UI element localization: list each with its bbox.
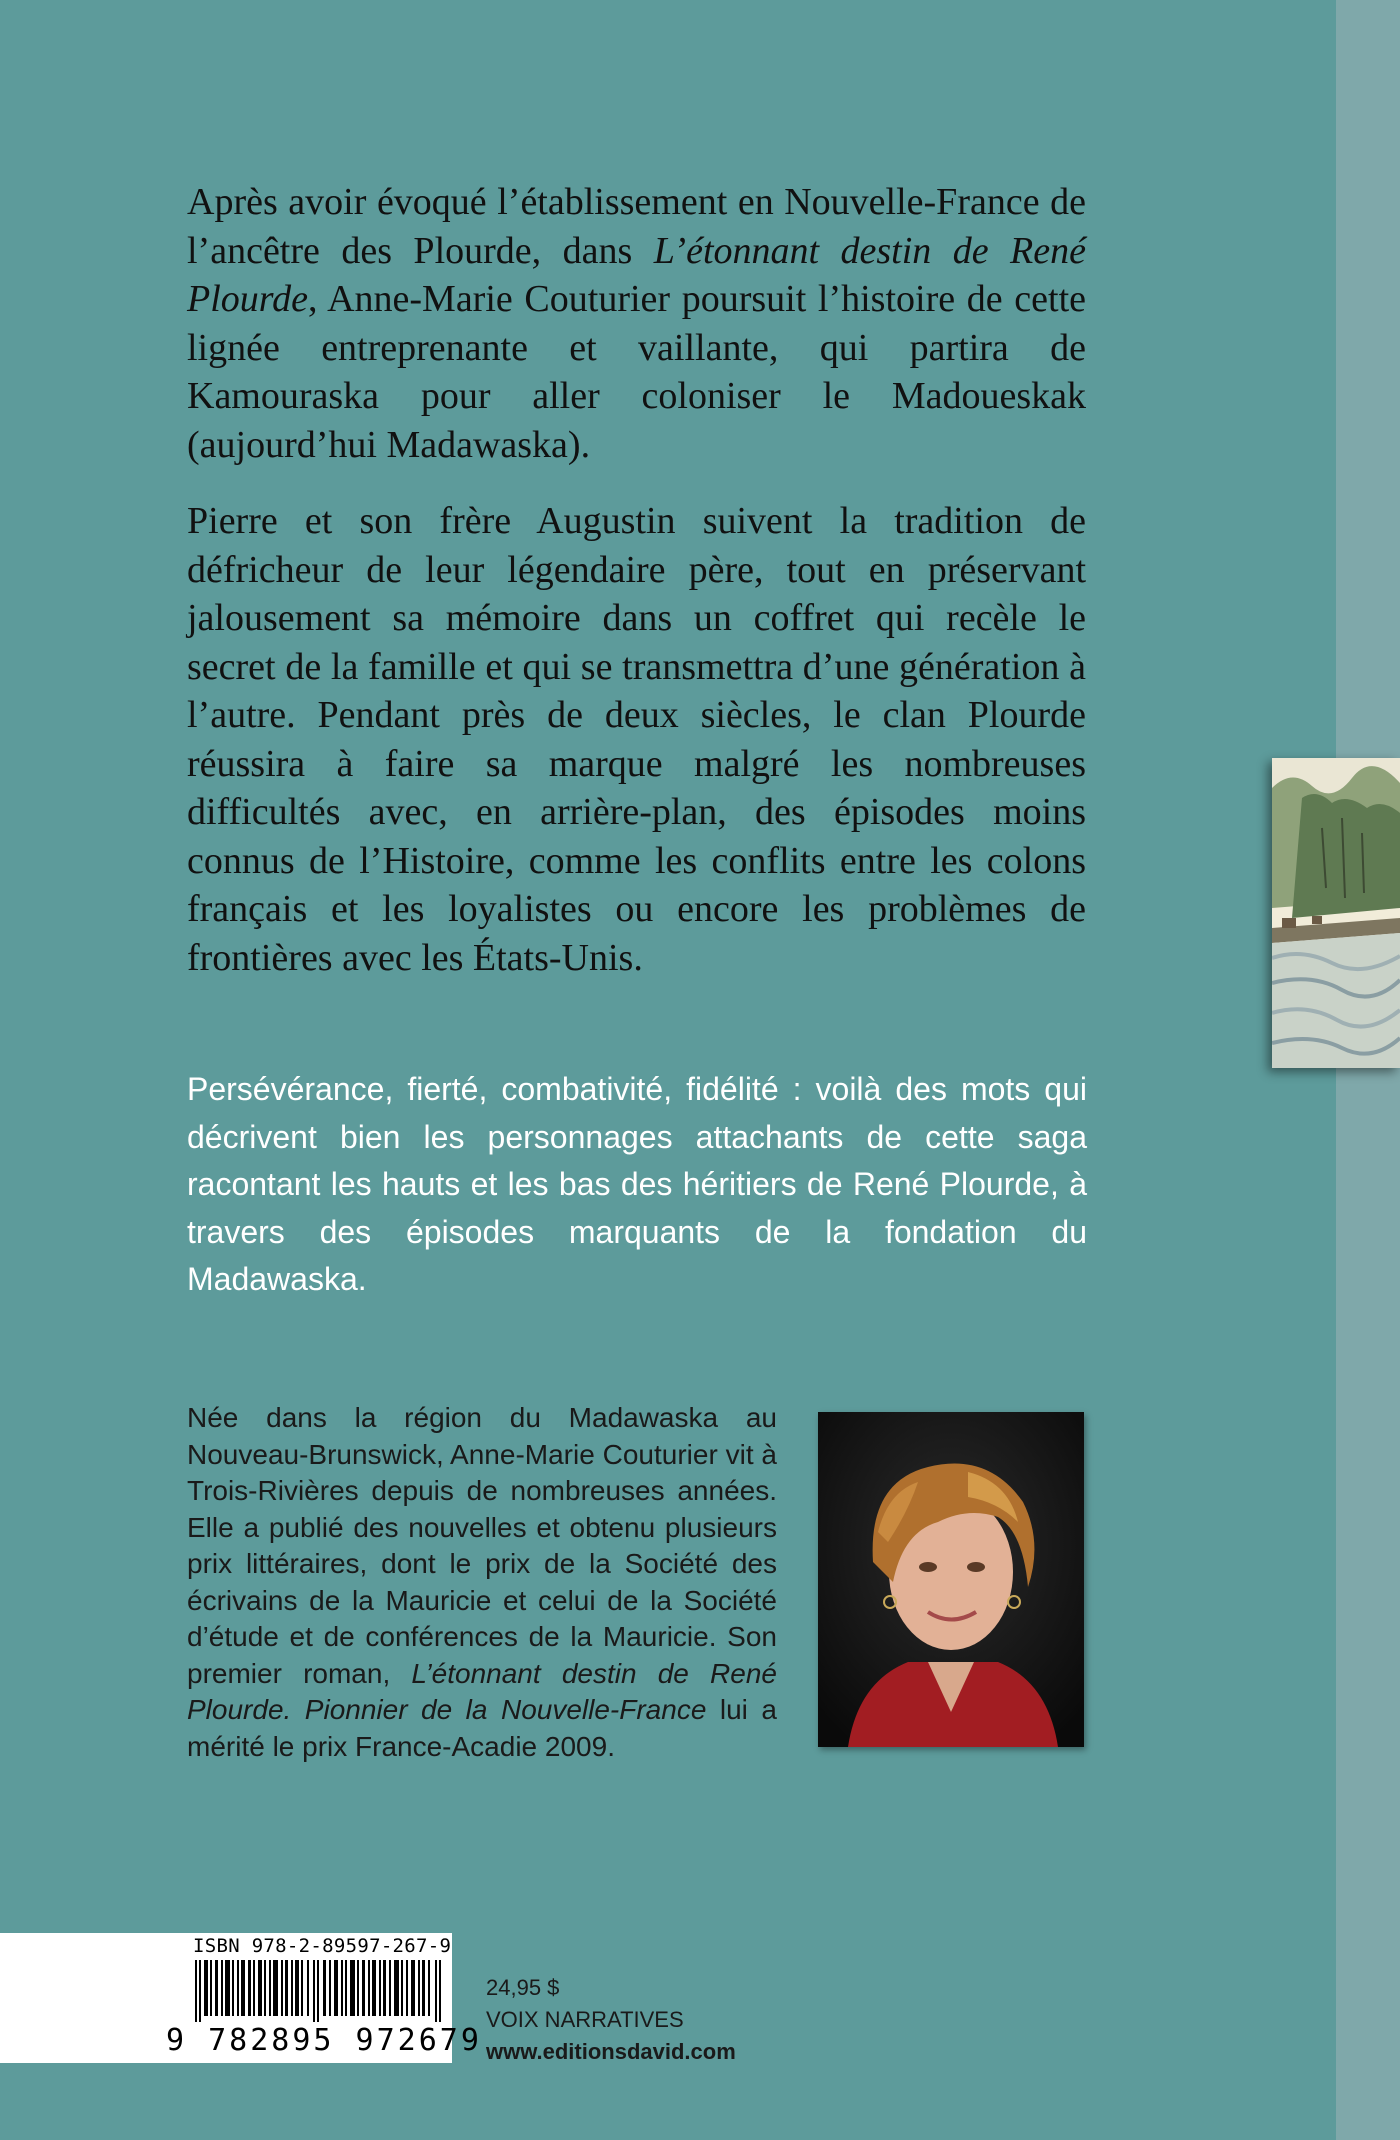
- publisher-info: [486, 1972, 736, 2068]
- spine-strip: [1336, 0, 1400, 2140]
- description-paragraph-1: Après avoir évoqué l’établissement en Nouvelle-France de l’ancêtre des Plourde, dans L’étonnant destin de René Plourde, Anne-Marie Couturier poursuit l’histoire de cette lignée entreprenante et vaillante, qui partira de Kamouraska pour aller coloniser le Madoueskak (aujourd’hui Madawaska).: [187, 181, 1086, 466]
- isbn-label: ISBN 978-2-89597-267-9: [193, 1935, 452, 1957]
- price: 24,95 $: [486, 1975, 560, 2000]
- barcode-bars: [195, 1960, 443, 2022]
- bio-book-title: L’étonnant destin de René Plourde. Pionnier de la Nouvelle-France: [187, 1657, 777, 1725]
- description-text: [187, 178, 1086, 982]
- tagline: Persévérance, fierté, combativité, fidélité : voilà des mots qui décrivent bien les personnages attachants de cette saga racontant les hauts et les bas des héritiers de René Plourde, à travers des épisodes marquants de la fondation du Madawaska.: [187, 1071, 1087, 1297]
- author-photo: [818, 1412, 1084, 1747]
- description-paragraph-2: Pierre et son frère Augustin suivent la tradition de défricheur de leur légendaire père, tout en préservant jalousement sa mémoire dans un coffret qui recèle le secret de la famille et qui se transmettra d’une génération à l’autre. Pendant près de deux siècles, le clan Plourde réussira à faire sa marque malgré les nombreuses difficultés avec, en arrière-plan, des épisodes moins connus de l’Histoire, comme les conflits entre les colons français et les loyalistes ou encore les problèmes de frontières avec les États-Unis.: [187, 500, 1086, 979]
- collection-name: VOIX NARRATIVES: [486, 2007, 684, 2032]
- cover-painting-thumbnail: [1272, 758, 1400, 1068]
- publisher-website: www.editionsdavid.com: [486, 2039, 736, 2064]
- book-title-reference: L’étonnant destin de René Plourde: [187, 229, 1086, 320]
- author-bio: Née dans la région du Madawaska au Nouveau-Brunswick, Anne-Marie Couturier vit à Trois-Rivières depuis de nombreuses années. Elle a publié des nouvelles et obtenu plusieurs prix littéraires, dont le prix de la Société des écrivains de la Mauricie et celui de la Société d’étude et de conférences de la Mauricie. Son premier roman, L’étonnant destin de René Plourde. Pionnier de la Nouvelle-France lui a mérité le prix France-Acadie 2009.: [187, 1402, 777, 1762]
- barcode-number: 9 782895 972679: [166, 2023, 482, 2058]
